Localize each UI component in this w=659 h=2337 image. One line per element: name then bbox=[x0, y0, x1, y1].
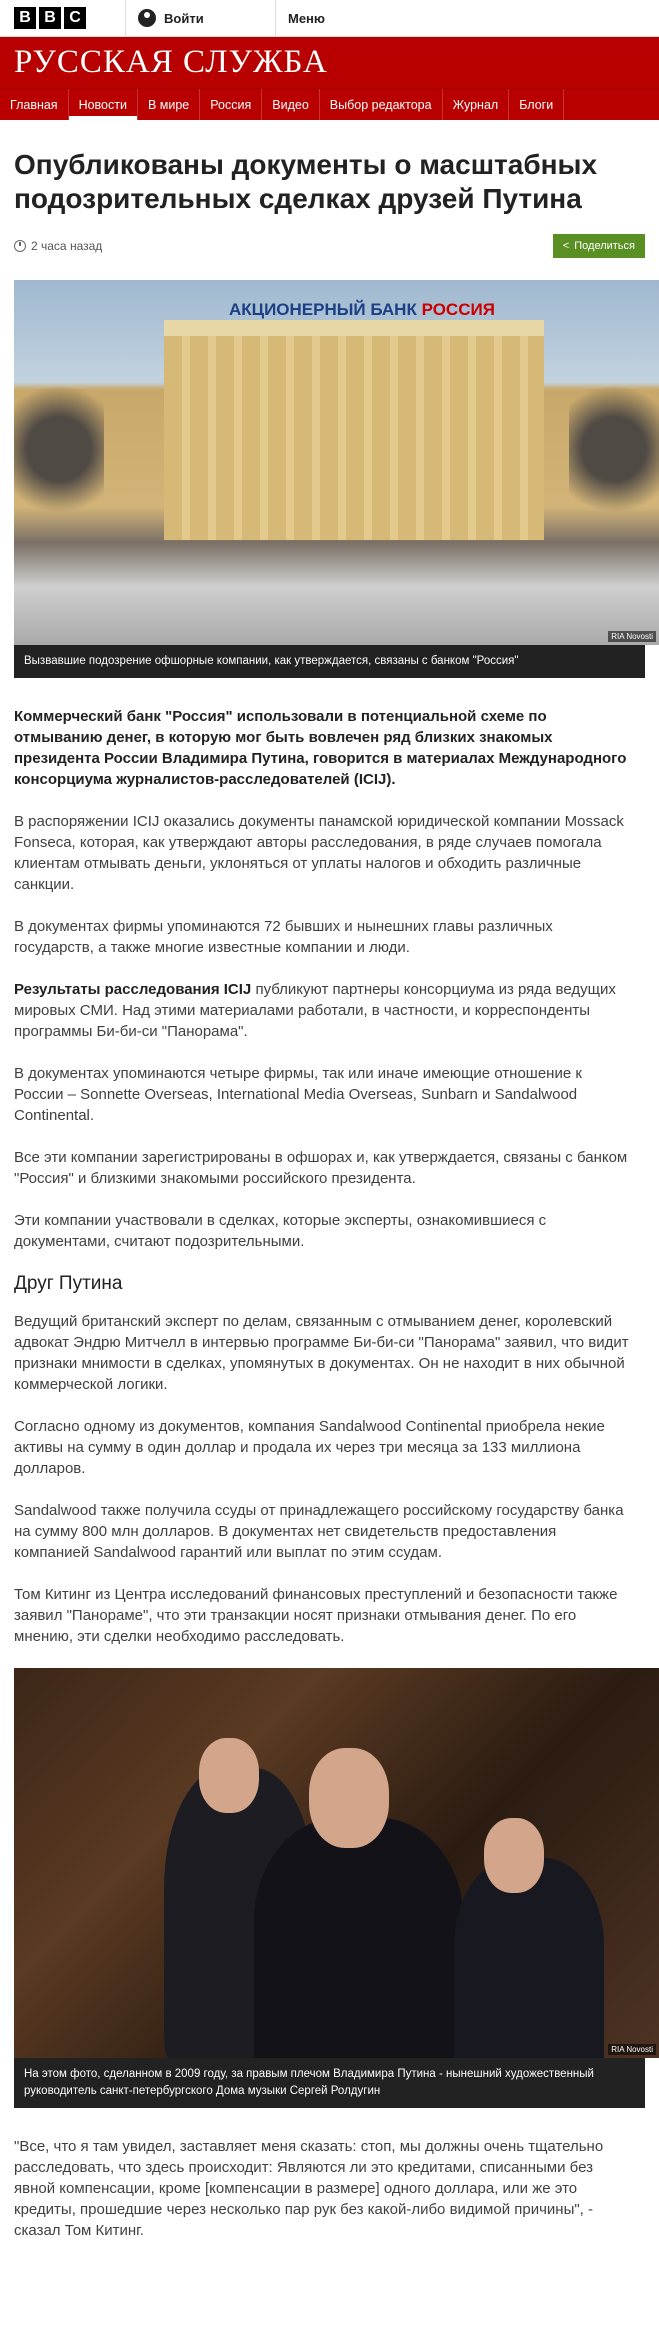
paragraph-text: публикуют партнеры консорциума из ряда ведущих мировых СМИ. Над этими материалами работали, в частности, и корреспонденты программы Би-би-си "Панорама". bbox=[14, 981, 616, 1040]
nav-item-blogs[interactable]: Блоги bbox=[509, 89, 564, 120]
signin-button[interactable] bbox=[125, 0, 275, 37]
paragraph: Том Китинг из Центра исследований финансовых преступлений и безопасности также заявил "Панораме", что эти транзакции носят признаки отмывания денег. По его мнению, эти сделки необходимо расследовать. bbox=[14, 1586, 618, 1645]
nav-item-world[interactable]: В мире bbox=[138, 89, 200, 120]
bank-building bbox=[164, 320, 544, 540]
nav-item-home[interactable]: Главная bbox=[0, 89, 69, 120]
article bbox=[0, 148, 659, 2241]
bbc-logo[interactable] bbox=[0, 7, 125, 29]
nav-item-news[interactable]: Новости bbox=[69, 89, 138, 120]
figure-putin bbox=[14, 1668, 653, 2108]
figure-bank bbox=[14, 280, 653, 678]
nav-item-magazine[interactable]: Журнал bbox=[443, 89, 510, 120]
share-button[interactable] bbox=[553, 234, 645, 258]
face-putin bbox=[309, 1748, 389, 1848]
face-roldugin bbox=[199, 1738, 259, 1813]
article-lead: Коммерческий банк "Россия" использовали в потенциальной схеме по отмыванию денег, в которую мог быть вовлечен ряд близких знакомых президента России Владимира Путина, говорится в материалах Международного консорциума журналистов-расследователей (ICIJ). bbox=[14, 708, 627, 788]
nav-item-video[interactable]: Видео bbox=[262, 89, 320, 120]
user-icon bbox=[138, 9, 156, 27]
figure-caption: Вызвавшие подозрение офшорные компании, как утверждается, связаны с банком "Россия" bbox=[14, 645, 645, 678]
nav-item-editors-choice[interactable]: Выбор редактора bbox=[320, 89, 443, 120]
timestamp bbox=[14, 239, 102, 253]
paragraph: В документах фирмы упоминаются 72 бывших и нынешних главы различных государств, а также многие известные компании и люди. bbox=[14, 918, 553, 956]
paragraph: В документах упоминаются четыре фирмы, так или иначе имеющие отношение к России – Sonnette Overseas, International Media Overseas, Sunbarn и Sandalwood Continental. bbox=[14, 1065, 582, 1124]
face-medvedev bbox=[484, 1818, 544, 1893]
logo-letter-c: C bbox=[64, 7, 86, 29]
bank-sign bbox=[229, 300, 495, 320]
service-brand[interactable] bbox=[0, 37, 659, 88]
paragraph: Все эти компании зарегистрированы в офшорах и, как утверждается, связаны с банком "Россия" и близкими знакомыми российского президента. bbox=[14, 1149, 628, 1187]
article-title: Опубликованы документы о масштабных подозрительных сделках друзей Путина bbox=[14, 149, 598, 214]
subheading: Друг Путина bbox=[14, 1273, 123, 1294]
main-nav bbox=[0, 88, 659, 120]
clock-icon bbox=[14, 240, 26, 252]
tree-right bbox=[569, 385, 659, 545]
paragraph: В распоряжении ICIJ оказались документы панамской юридической компании Mossack Fonseca, которая, как утверждают авторы расследования, в ряде случаев помогала клиентам отмывать деньги, уклоняться от уплаты налогов и обходить различные санкции. bbox=[14, 813, 624, 893]
bank-photo bbox=[14, 280, 659, 645]
paragraph: Sandalwood также получила ссуды от принадлежащего российскому государству банка на сумму 800 млн долларов. В документах нет свидетельств предоставления компанией Sandalwood гарантий или выплат по этим ссудам. bbox=[14, 1502, 624, 1561]
figure-caption: На этом фото, сделанном в 2009 году, за правым плечом Владимира Путина - нынешний художественный руководитель санкт-петербургского Дома музыки Сергей Ролдугин bbox=[14, 2058, 645, 2108]
share-icon: < bbox=[562, 240, 570, 252]
putin-photo bbox=[14, 1668, 659, 2058]
person-putin bbox=[254, 1818, 464, 2058]
paragraph: Эти компании участвовали в сделках, которые эксперты, ознакомившиеся с документами, считают подозрительными. bbox=[14, 1212, 547, 1250]
timestamp-text: 2 часа назад bbox=[31, 239, 103, 253]
logo-letter-b2: B bbox=[39, 7, 61, 29]
logo-letter-b1: B bbox=[14, 7, 36, 29]
nav-item-russia[interactable]: Россия bbox=[200, 89, 262, 120]
bank-sign-prefix: АКЦИОНЕРНЫЙ БАНК bbox=[229, 300, 417, 319]
menu-button[interactable]: Меню bbox=[275, 0, 337, 37]
share-label: Поделиться bbox=[574, 240, 635, 252]
paragraph: Ведущий британский эксперт по делам, связанным с отмыванием денег, королевский адвокат Эндрю Митчелл в интервью программе Би-би-си "Панорама" заявил, что видит признаки мнимости в сделках, упомянутых в документах. Он не находит в них обычной коммерческой логики. bbox=[14, 1313, 629, 1393]
paragraph: Согласно одному из документов, компания Sandalwood Continental приобрела некие активы на сумму в один доллар и продала их через три месяца за 133 миллиона долларов. bbox=[14, 1418, 605, 1477]
top-bar bbox=[0, 0, 659, 37]
service-title: РУССКАЯ СЛУЖБА bbox=[14, 44, 328, 80]
article-meta bbox=[14, 234, 645, 258]
paragraph bbox=[14, 979, 632, 1042]
tree-left bbox=[14, 385, 104, 545]
photo-credit: RIA Novosti bbox=[608, 631, 656, 642]
quote-paragraph: "Все, что я там увидел, заставляет меня сказать: стоп, мы должны очень тщательно расследовать, что здесь происходит: Являются ли это кредитами, списанными без явной компенсации, кроме [компенсации в размере] одного доллара, или же это кредиты, прошедшие через несколько пар рук без какой-либо видимой причины", - сказал Том Китинг. bbox=[14, 2138, 604, 2239]
icij-results-link[interactable]: Результаты расследования ICIJ bbox=[14, 981, 252, 998]
signin-label: Войти bbox=[164, 10, 204, 26]
photo-credit: RIA Novosti bbox=[608, 2044, 656, 2055]
bank-sign-name: РОССИЯ bbox=[421, 300, 495, 319]
